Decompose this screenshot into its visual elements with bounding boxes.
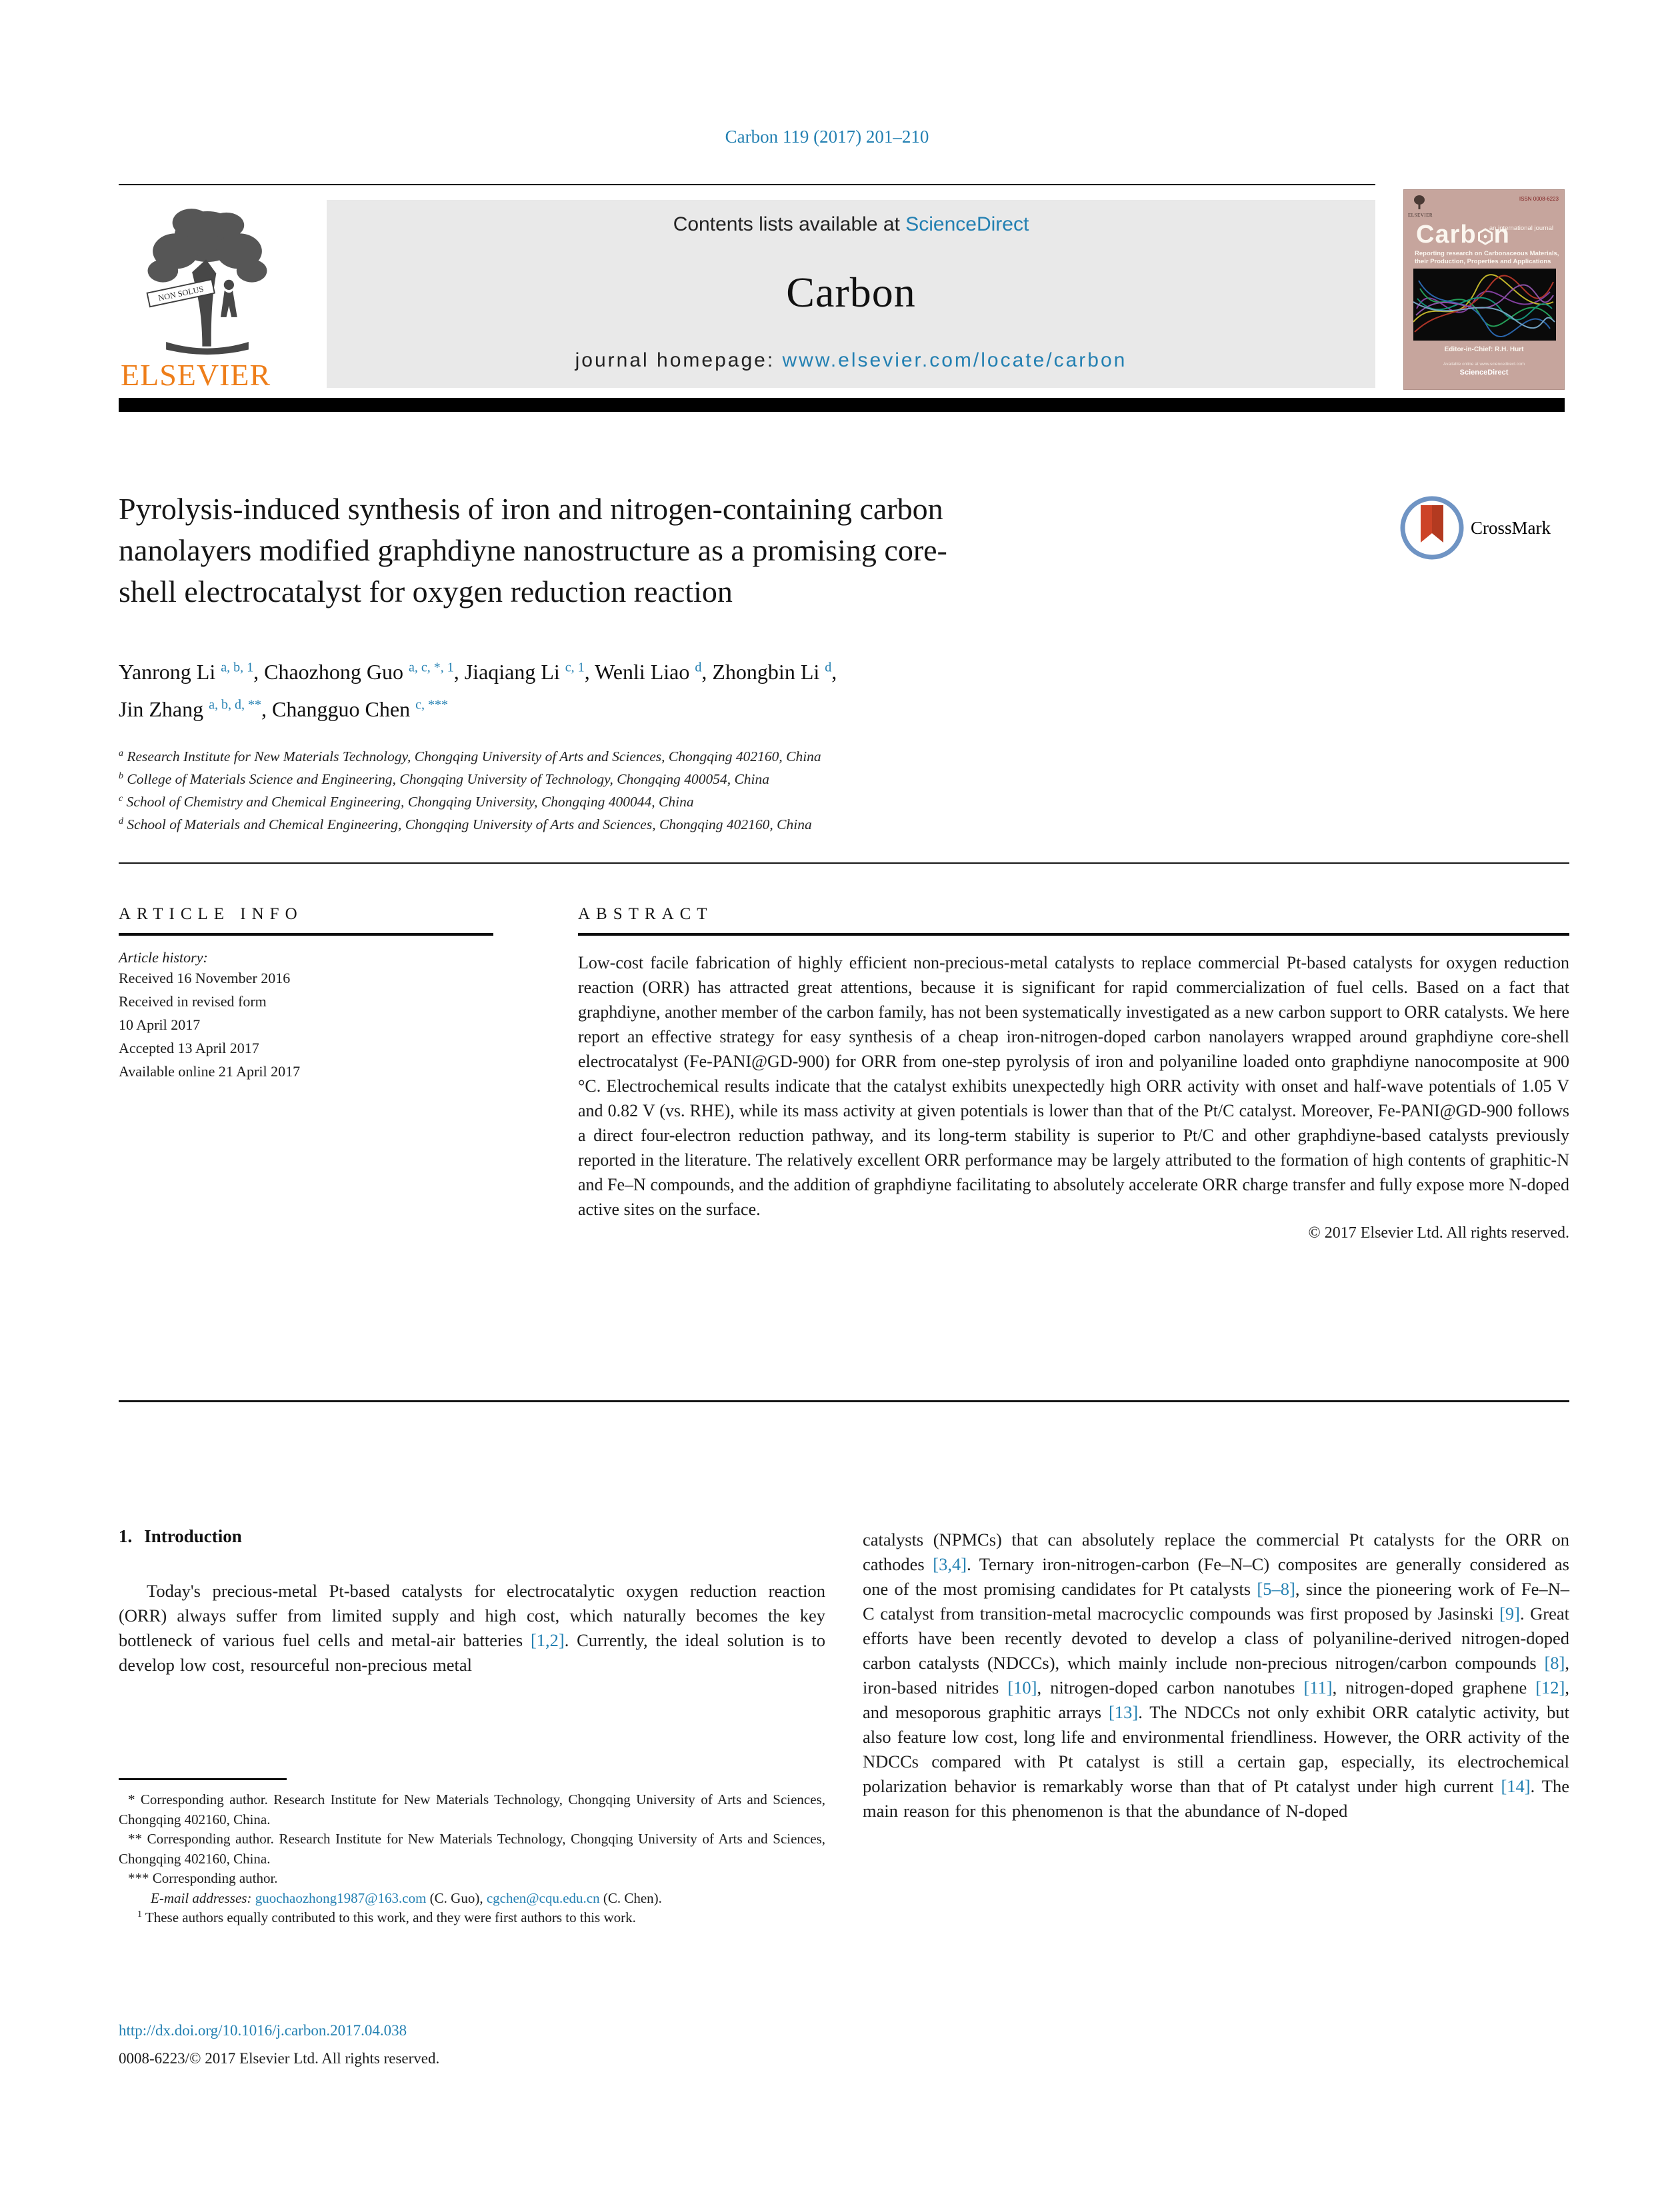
author-line: Yanrong Li $^{a, b, 1}$, Chaozhong Guo $^{a, c, *, 1}$, Jiaqiang Li $^{c, 1}$, Wenli Liao $^d$, Zhongbin Li $^d$, [119, 660, 837, 684]
homepage-label: journal homepage: [575, 349, 783, 371]
journal-name: Carbon [786, 269, 916, 316]
abstract-copyright: © 2017 Elsevier Ltd. All rights reserved. [1308, 1224, 1569, 1242]
person-figure [221, 280, 237, 317]
cover-availability: Available online at www.sciencedirect.com [1443, 362, 1525, 367]
history-entry: Accepted 13 April 2017 [119, 1040, 259, 1056]
section-heading-introduction [119, 1526, 825, 1547]
cover-journal-title: Carb n [1416, 221, 1510, 249]
cover-issn: ISSN 0008-6223 [1519, 196, 1559, 202]
history-entry: Available online 21 April 2017 [119, 1063, 301, 1080]
ref-8[interactable]: [8] [1544, 1653, 1565, 1673]
author-line: Jin Zhang $^{a, b, d, **}$, Changguo Chen $^{c, ***}$ [119, 697, 448, 721]
cover-editor: Editor-in-Chief: R.H. Hurt [1444, 346, 1524, 353]
journal-cover-thumbnail[interactable] [1403, 189, 1565, 390]
article-title-line: nanolayers modified graphdiyne nanostructure as a promising core- [119, 533, 947, 567]
author-list [119, 653, 1425, 728]
ref-1-2[interactable]: [1,2] [530, 1630, 565, 1650]
abstract-section [578, 905, 1569, 1242]
elsevier-tree-logo [128, 197, 287, 356]
affiliation: $^b$ College of Materials Science and Engineering, Chongqing University of Technology, Chongqing 400054, China [119, 770, 770, 787]
article-title-line: Pyrolysis-induced synthesis of iron and nitrogen-containing carbon [119, 492, 943, 526]
footnote-corresponding-3: *** Corresponding author. [128, 1870, 278, 1886]
footnote-equal-contribution: $^1$ These authors equally contributed to this work, and they were first authors to this work. [137, 1909, 636, 1925]
issn-copyright-line: 0008-6223/© 2017 Elsevier Ltd. All rights reserved. [119, 2050, 440, 2067]
history-entry: Received 16 November 2016 [119, 970, 291, 986]
elsevier-wordmark: ELSEVIER [121, 358, 271, 392]
journal-masthead [327, 200, 1375, 388]
ref-12[interactable]: [12] [1535, 1677, 1565, 1697]
ref-10[interactable]: [10] [1007, 1677, 1037, 1697]
header-top-divider [119, 184, 1375, 185]
hexagon-icon [1477, 228, 1493, 245]
journal-citation: Carbon 119 (2017) 201–210 [725, 127, 929, 147]
ref-11[interactable]: [11] [1303, 1677, 1333, 1697]
abstract-text: Low-cost facile fabrication of highly efficient non-precious-metal catalysts to replace commercial Pt-based catalysts for oxygen reduction reaction (ORR) has attracted great attentions, because it is significant for rapid commercialization of fuel cells. Based on a fact that graphdiyne, another member of the carbon family, has not been systematically investigated as a new carbon support to ORR catalysts. We here report an effective strategy for easy synthesis of a cheap iron-nitrogen-doped carbon nanolayers wrapped around graphdiyne core-shell electrocatalyst (Fe-PANI@GD-900) for ORR from one-step pyrolysis of iron and polyaniline loaded onto graphdiyne nanocomposite at 900 °C. Electrochemical results indicate that the catalyst exhibits unexpectedly high ORR activity with onset and half-wave potentials of 1.05 V and 0.82 V (vs. RHE), while its mass activity at given potentials is lower than that of the Pt/C catalyst. Moreover, Fe-PANI@GD-900 follows a direct four-electron reduction pathway, and its long-term stability is superior to Pt/C and other graphdiyne-based catalysts previously reported in the literature. The relatively excellent ORR performance may be largely attributed to the formation of high contents of graphitic-N and Fe–N compounds, and the addition of graphdiyne facilitating to absolutely accelerate ORR charge transfer and fully expose more N-doped active sites on the surface. [578, 953, 1569, 1219]
abstract-heading: ABSTRACT [578, 905, 713, 923]
footnote-corresponding-1: * Corresponding author. Research Institute for New Materials Technology, Chongqing University of Arts and Sciences, Chongqing 402160, China. [119, 1791, 825, 1827]
footnote-corresponding-2: ** Corresponding author. Research Institute for New Materials Technology, Chongqing University of Arts and Sciences, Chongqing 402160, China. [119, 1831, 825, 1867]
history-entry: 10 April 2017 [119, 1016, 201, 1033]
doi-link[interactable]: http://dx.doi.org/10.1016/j.carbon.2017.04.038 [119, 2022, 407, 2039]
sciencedirect-link[interactable]: ScienceDirect [905, 213, 1029, 235]
footnotes [119, 1790, 825, 1928]
cover-artwork [1413, 269, 1556, 341]
journal-homepage-link[interactable]: www.elsevier.com/locate/carbon [782, 349, 1127, 371]
ref-9[interactable]: [9] [1499, 1604, 1520, 1624]
article-title [119, 489, 1359, 612]
history-entry: Received in revised form [119, 993, 267, 1010]
email-guo[interactable]: guochaozhong1987@163.com [255, 1889, 427, 1906]
article-info-section [119, 905, 493, 1083]
affiliation-list [119, 745, 1425, 836]
crossmark-icon [1399, 495, 1465, 561]
contents-line [673, 213, 1029, 236]
email-chen[interactable]: cgchen@cqu.edu.cn [486, 1889, 600, 1906]
footnote-divider [119, 1778, 287, 1780]
abstract-rule [578, 933, 1569, 936]
header-black-bar [119, 398, 1565, 412]
ref-5-8[interactable]: [5–8] [1257, 1579, 1295, 1599]
elsevier-tree-icon [128, 197, 287, 356]
crossmark-label: CrossMark [1471, 517, 1551, 538]
intro-right-column [863, 1528, 1569, 1823]
affiliation: $^c$ School of Chemistry and Chemical Engineering, Chongqing University, Chongqing 400044, China [119, 793, 694, 810]
cover-tagline: an international journal [1489, 225, 1553, 232]
cover-sciencedirect: ScienceDirect [1459, 369, 1509, 377]
ref-13[interactable]: [13] [1109, 1702, 1139, 1722]
svg-text:NON SOLUS: NON SOLUS [157, 284, 205, 303]
abstract-bottom-divider [119, 1400, 1569, 1402]
footnote-emails: E-mail addresses: guochaozhong1987@163.com (C. Guo), cgchen@cqu.edu.cn (C. Chen). [151, 1889, 662, 1906]
info-section-top-divider [119, 862, 1569, 864]
article-title-line: shell electrocatalyst for oxygen reduction reaction [119, 574, 733, 608]
intro-paragraph: Today's precious-metal Pt-based catalysts for electrocatalytic oxygen reduction reaction (ORR) always suffer from limited supply and high cost, which naturally becomes the key bottleneck of various fuel cells and metal-air batteries [1,2]. Currently, the ideal solution is to develop low cost, resourceful non-precious metal [119, 1581, 825, 1675]
ref-3-4[interactable]: [3,4] [933, 1554, 967, 1574]
ref-14[interactable]: [14] [1501, 1776, 1531, 1796]
article-history-label: Article history: [119, 949, 208, 966]
intro-paragraph: catalysts (NPMCs) that can absolutely replace the commercial Pt catalysts for the ORR on cathodes [3,4]. Ternary iron-nitrogen-carbon (Fe–N–C) composites are generally considered as one of the most promising candidates for Pt catalysts [5–8], since the pioneering work of Fe–N–C catalyst from transition-metal macrocyclic compounds was first proposed by Jasinski [9]. Great efforts have been recently devoted to develop a class of polyaniline-derived nitrogen-doped carbon catalysts (NDCCs), which mainly include non-precious nitrogen/carbon compounds [8], iron-based nitrides [10], nitrogen-doped carbon nanotubes [11], nitrogen-doped graphene [12], and mesoporous graphitic arrays [13]. The NDCCs not only exhibit ORR catalytic activity, but also feature low cost, long life and environmental friendliness. However, the ORR activity of the NDCCs compared with Pt catalyst is still a certain gap, especially, its electrochemical polarization behavior is remarkably worse than that of Pt catalyst under high current [14]. The main reason for this phenomenon is that the abundance of N-doped [863, 1530, 1569, 1821]
intro-left-column [119, 1526, 825, 1677]
section-number: 1. [119, 1526, 133, 1546]
cover-subtitle: Reporting research on Carbonaceous Materials, their Production, Properties and Applications [1415, 250, 1559, 265]
section-title: Introduction [144, 1526, 242, 1546]
article-info-heading: ARTICLE INFO [119, 905, 303, 923]
homepage-line [575, 349, 1127, 372]
affiliation: $^a$ Research Institute for New Materials Technology, Chongqing University of Arts and Sciences, Chongqing 402160, China [119, 748, 821, 764]
contents-prefix: Contents lists available at [673, 213, 906, 235]
affiliation: $^d$ School of Materials and Chemical Engineering, Chongqing University of Arts and Sciences, Chongqing 402160, China [119, 816, 812, 832]
crossmark-badge[interactable] [1399, 495, 1551, 561]
article-info-rule [119, 933, 493, 936]
cover-elsevier-label: ELSEVIER [1408, 213, 1433, 218]
